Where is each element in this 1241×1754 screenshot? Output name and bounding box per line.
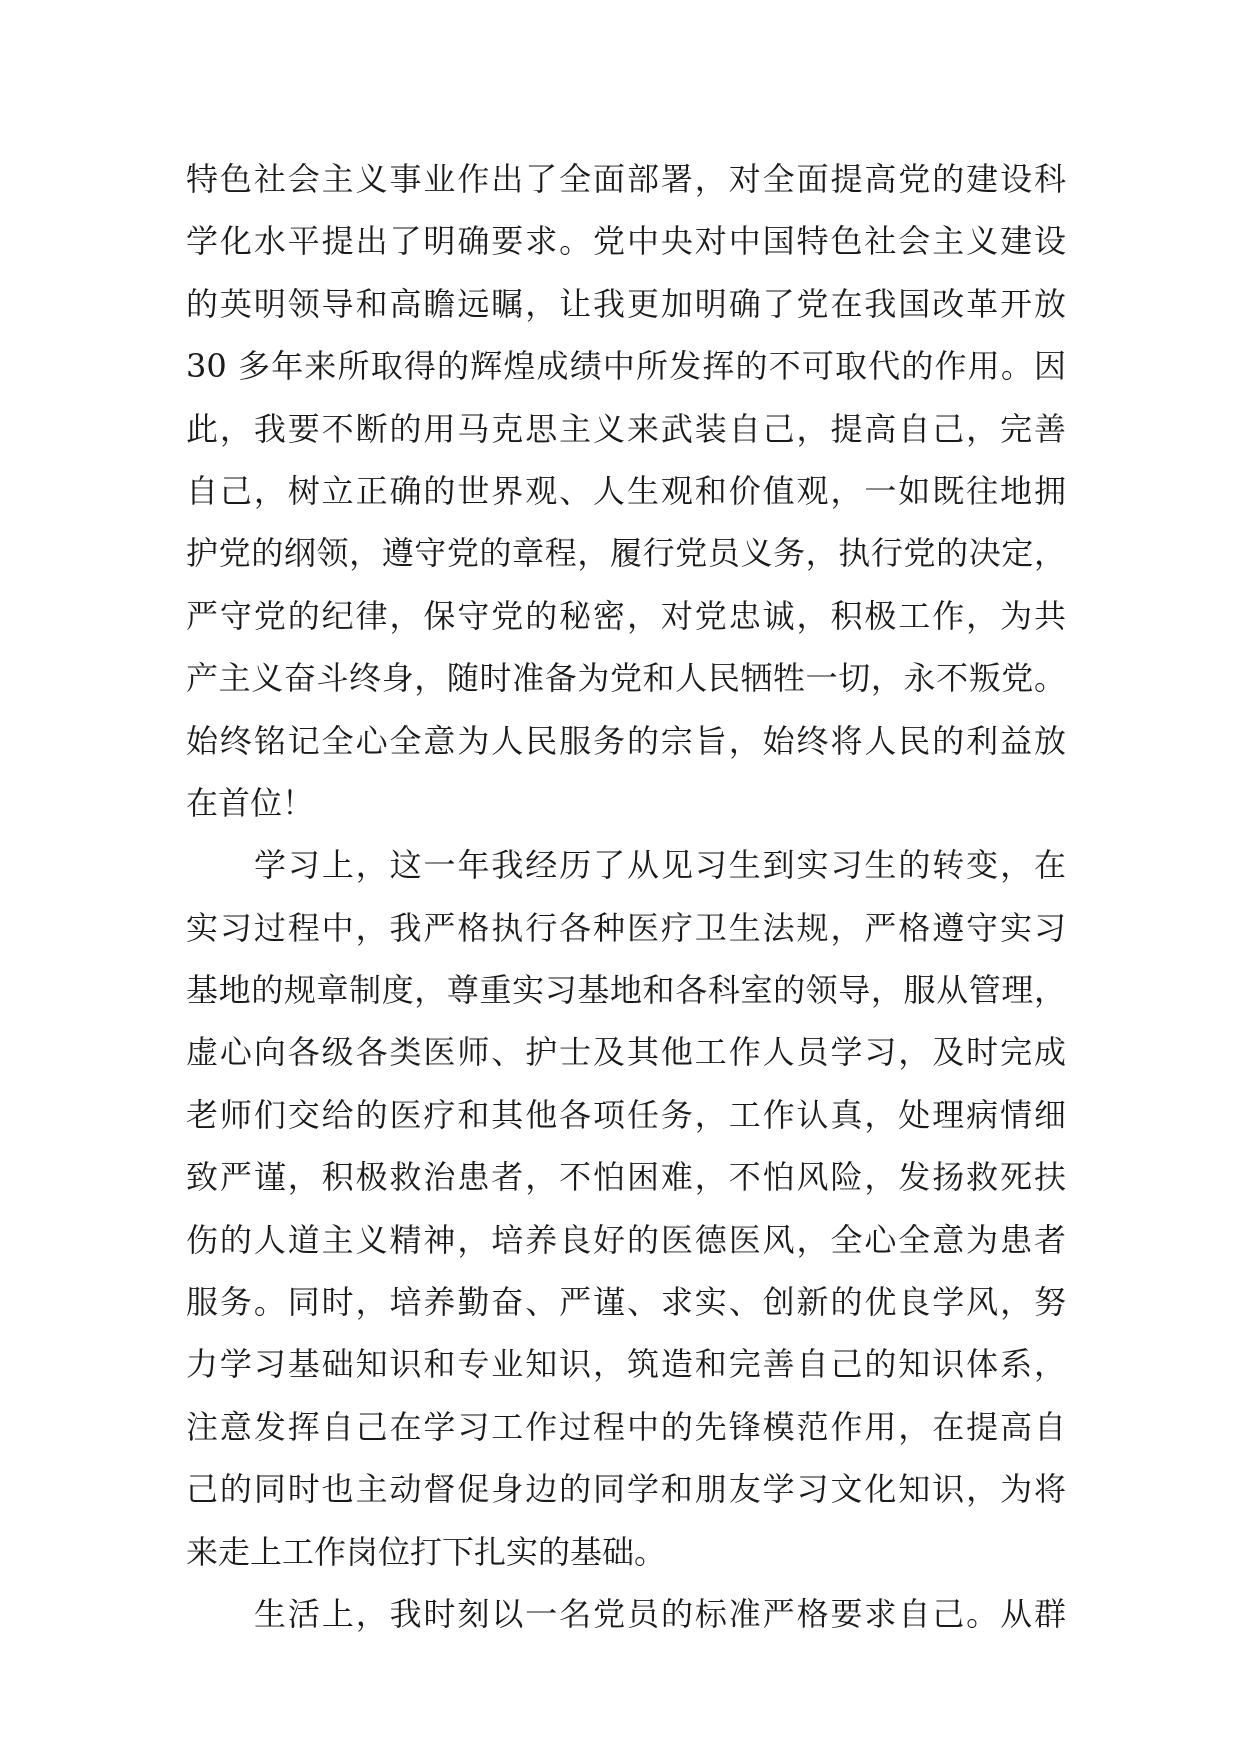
text-line: 实习过程中，我严格执行各种医疗卫生法规，严格遵守实习: [186, 908, 1066, 947]
text-line: 的英明领导和高瞻远瞩，让我更加明确了党在我国改革开放: [186, 284, 1066, 323]
body-text: [186, 148, 1066, 1645]
text-line: 基地的规章制度，尊重实习基地和各科室的领导，服从管理，: [186, 971, 1066, 1010]
text-line: 产主义奋斗终身，随时准备为党和人民牺牲一切，永不叛党。: [186, 659, 1066, 698]
text-line: 特色社会主义事业作出了全面部署，对全面提高党的建设科: [186, 160, 1066, 198]
text-line: 严守党的纪律，保守党的秘密，对党忠诚，积极工作，为共: [186, 596, 1066, 635]
text-line: 此，我要不断的用马克思主义来武装自己，提高自己，完善: [186, 409, 1066, 448]
text-line: 注意发挥自己在学习工作过程中的先锋模范作用，在提高自: [186, 1407, 1066, 1446]
text-line: 伤的人道主义精神，培养良好的医德医风，全心全意为患者: [186, 1220, 1066, 1259]
text-line: 30 多年来所取得的辉煌成绩中所发挥的不可取代的作用。因: [186, 347, 1066, 386]
text-line: 力学习基础知识和专业知识，筑造和完善自己的知识体系，: [186, 1345, 1066, 1384]
paragraph-end-line: 来走上工作岗位打下扎实的基础。: [186, 1532, 667, 1571]
text-line: 护党的纲领，遵守党的章程，履行党员义务，执行党的决定，: [186, 534, 1066, 573]
text-line: 学化水平提出了明确要求。党中央对中国特色社会主义建设: [186, 222, 1066, 261]
text-line: 服务。同时，培养勤奋、严谨、求实、创新的优良学风，努: [186, 1283, 1066, 1322]
paragraph-first-line: 生活上，我时刻以一名党员的标准严格要求自己。从群: [254, 1594, 1066, 1633]
text-line: 老师们交给的医疗和其他各项任务，工作认真，处理病情细: [186, 1095, 1066, 1134]
paragraph-end-line: 在首位！: [186, 783, 315, 822]
text-line: 致严谨，积极救治患者，不怕困难，不怕风险，发扬救死扶: [186, 1158, 1066, 1197]
text-line: 始终铭记全心全意为人民服务的宗旨，始终将人民的利益放: [186, 721, 1066, 760]
text-line: 虚心向各级各类医师、护士及其他工作人员学习，及时完成: [186, 1033, 1066, 1072]
text-line: 己的同时也主动督促身边的同学和朋友学习文化知识，为将: [186, 1470, 1066, 1509]
paragraph-first-line: 学习上，这一年我经历了从见习生到实习生的转变，在: [254, 846, 1066, 885]
text-line: 自己，树立正确的世界观、人生观和价值观，一如既往地拥: [186, 471, 1066, 510]
